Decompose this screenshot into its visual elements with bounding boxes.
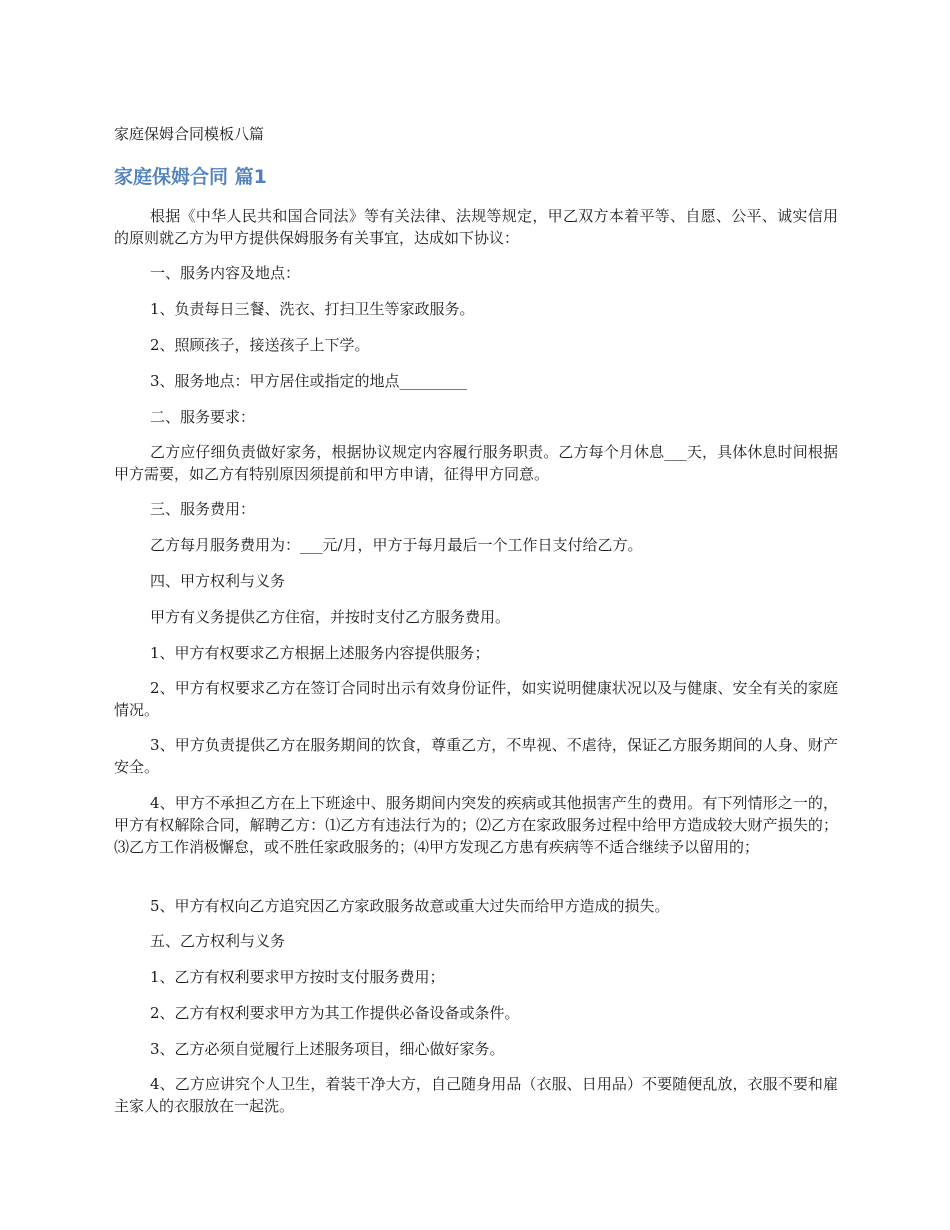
paragraph-item: 3、乙方必须自觉履行上述服务项目，细心做好家务。 [150,1040,505,1058]
paragraph-item: 4、乙方应讲究个人卫生，着装干净大方，自己随身用品（衣服、日用品）不要随便乱放，衣服不要和雇主家人的衣服放在一起洗。 [114,1075,838,1115]
paragraph-heading-service-content: 一、服务内容及地点： [150,264,301,282]
paragraph-body: 乙方每月服务费用为：___元/月，甲方于每月最后一个工作日支付给乙方。 [150,536,643,554]
paragraph-item: 2、照顾孩子，接送孩子上下学。 [150,336,370,354]
document-title: 家庭保姆合同模板八篇 [114,125,265,143]
paragraph-item: 5、甲方有权向乙方追究因乙方家政服务故意或重大过失而给甲方造成的损失。 [150,897,670,915]
paragraph-heading-party-a: 四、甲方权利与义务 [150,572,286,590]
paragraph-body: 甲方有义务提供乙方住宿，并按时支付乙方服务费用。 [150,608,511,626]
paragraph-item: 2、乙方有权利要求甲方为其工作提供必备设备或条件。 [150,1004,520,1022]
paragraph-intro: 根据《中华人民共和国合同法》等有关法律、法规等规定，甲乙双方本着平等、自愿、公平、诚实信用的原则就乙方为甲方提供保姆服务有关事宜，达成如下协议： [114,207,838,247]
section-heading: 家庭保姆合同 篇1 [114,166,267,188]
paragraph-item: 1、负责每日三餐、洗衣、打扫卫生等家政服务。 [150,300,475,318]
paragraph-heading-service-requirements: 二、服务要求： [150,408,256,426]
paragraph-item: 3、服务地点：甲方居住或指定的地点_________ [150,372,468,390]
paragraph-item: 3、甲方负责提供乙方在服务期间的饮食，尊重乙方，不卑视、不虐待，保证乙方服务期间的人身、财产安全。 [114,736,838,776]
paragraph-heading-service-fee: 三、服务费用： [150,500,256,518]
paragraph-item: 2、甲方有权要求乙方在签订合同时出示有效身份证件，如实说明健康状况以及与健康、安全有关的家庭情况。 [114,679,838,719]
paragraph-item: 1、乙方有权利要求甲方按时支付服务费用； [150,968,445,986]
paragraph-heading-party-b: 五、乙方权利与义务 [150,932,286,950]
paragraph-item: 4、甲方不承担乙方在上下班途中、服务期间内突发的疾病或其他损害产生的费用。有下列情形之一的，甲方有权解除合同，解聘乙方：⑴乙方有违法行为的；⑵乙方在家政服务过程中给甲方造成较大财产损失的；⑶乙方工作消极懈怠，或不胜任家政服务的；⑷甲方发现乙方患有疾病等不适合继续予以留用的； [114,794,838,856]
paragraph-item: 1、甲方有权要求乙方根据上述服务内容提供服务； [150,644,490,662]
paragraph-body: 乙方应仔细负责做好家务，根据协议规定内容履行服务职责。乙方每个月休息___天，具体休息时间根据甲方需要，如乙方有特别原因须提前和甲方申请，征得甲方同意。 [114,443,838,483]
